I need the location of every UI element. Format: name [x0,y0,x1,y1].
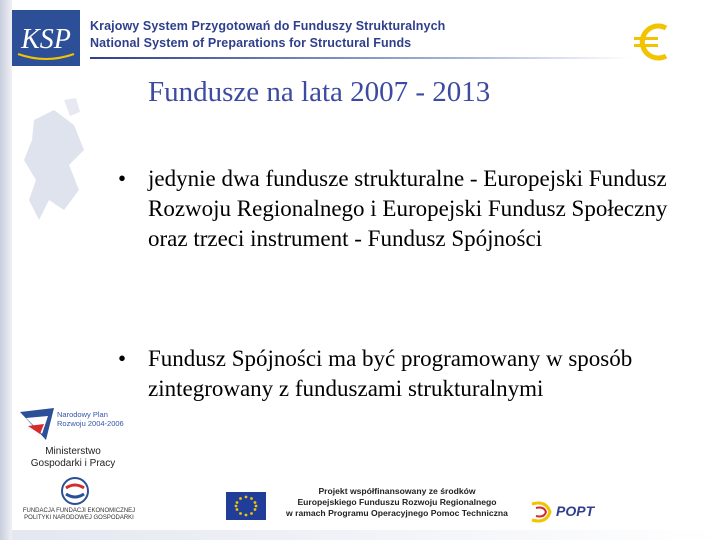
project-line-3: w ramach Programu Operacyjnego Pomoc Techniczna [286,508,508,518]
footer-band [12,530,720,540]
eu-flag-icon [226,492,266,520]
fundacja-line-2: POLITYKI NARODOWEJ GOSPODARKI [24,515,134,521]
popt-label: POPT [556,503,595,519]
europe-map-watermark [14,80,94,280]
project-cofinancing-note [272,486,522,519]
fundacja-line-1: FUNDACJA FUNDACJI EKONOMICZNEJ [22,508,136,514]
project-line-1: Projekt współfinansowany ze środków [318,486,476,496]
fundacja-logo [60,476,90,506]
fundacja-label [14,508,144,522]
header-title [90,18,445,52]
ksp-logo-letters: KSP [21,24,71,55]
npr-line-2: Rozwoju 2004-2006 [57,419,124,428]
bullet-icon: • [118,166,127,191]
left-decorative-band [0,0,12,540]
header-divider [90,57,630,59]
bullet-text: Fundusz Spójności ma być programowany w sposób zintegrowany z funduszami strukturalnymi [148,346,633,401]
ministry-line-2: Gospodarki i Pracy [30,458,116,469]
header-line-en: National System of Preparations for Structural Funds [90,36,412,50]
ministry-label [18,446,128,470]
page-title: Fundusze na lata 2007 - 2013 [148,76,491,108]
bullet-text: jedynie dwa fundusze strukturalne - Europejski Fundusz Rozwoju Regionalnego i Europejski Fundusz Społeczny oraz trzeci instrument - Fundusz Spójności [148,166,668,251]
bullet-icon: • [118,346,127,371]
npr-line-1: Narodowy Plan [57,410,108,419]
project-line-2: Europejskiego Funduszu Rozwoju Regionalnego [297,497,497,507]
npr-label [57,410,124,428]
euro-icon [632,20,672,64]
ministry-line-1: Ministerstwo [45,446,101,457]
header-line-pl: Krajowy System Przygotowań do Funduszy Strukturalnych [90,19,446,33]
ksp-logo [12,10,80,66]
